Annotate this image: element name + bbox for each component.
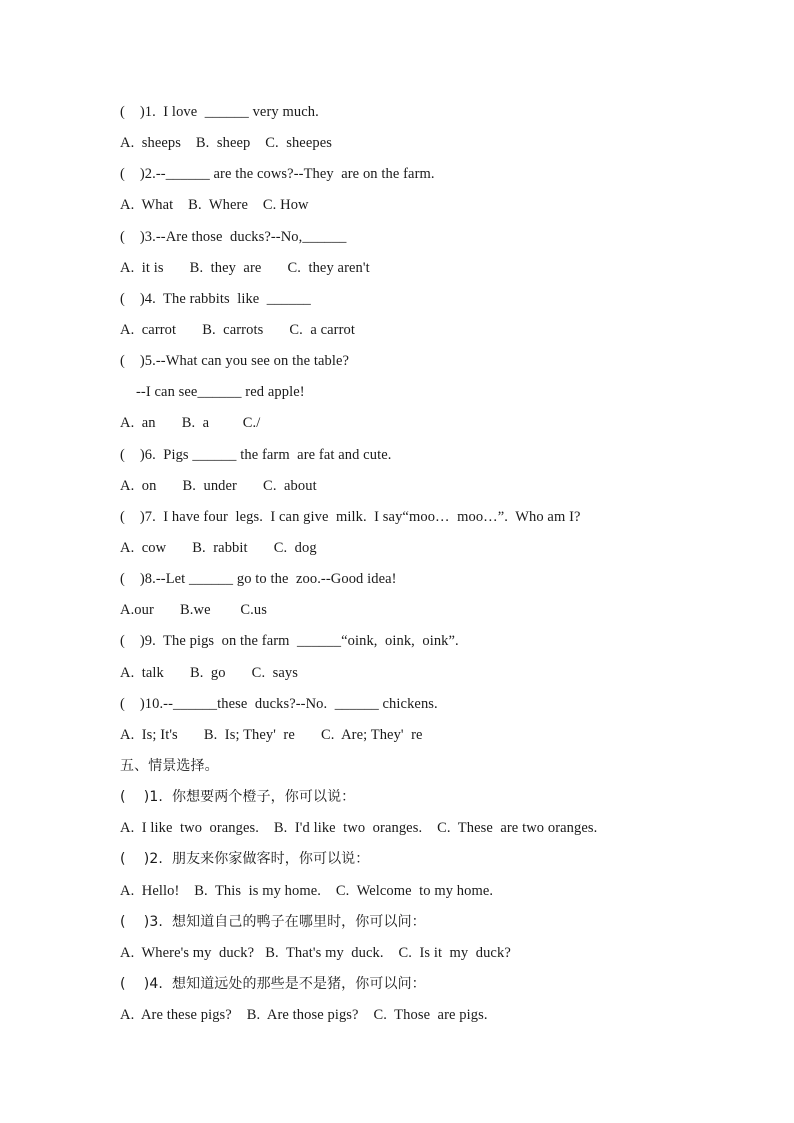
question-2: ( )2.--______ are the cows?--They are on the farm. (120, 166, 435, 183)
situation-question-2: ( )2. 朋友来你家做客时，你可以说： (120, 851, 370, 868)
worksheet-content (120, 100, 720, 1034)
question-1: ( )1. I love ______ very much. (120, 104, 319, 120)
question-7: ( )7. I have four legs. I can give milk. I say“moo… moo…”. Who am I? (120, 508, 581, 525)
options-4: A. carrot B. carrots C. a carrot (120, 321, 356, 338)
options-7: A. cow B. rabbit C. dog (120, 539, 317, 556)
section-5-title: 五、情景选择。 (120, 757, 219, 774)
question-8: ( )8.--Let ______ go to the zoo.--Good idea! (120, 571, 397, 588)
options-10: A. Is; It's B. Is; They' re C. Are; They' re (120, 726, 423, 743)
question-10: ( )10.--______these ducks?--No. ______ chickens. (120, 695, 438, 712)
options-9: A. talk B. go C. says (120, 664, 299, 681)
question-9: ( )9. The pigs on the farm ______“oink, oink, oink”. (120, 633, 459, 650)
situation-question-4: ( )4. 想知道远处的那些是不是猪，你可以问： (120, 975, 426, 992)
options-1: A. sheeps B. sheep C. sheepes (120, 135, 333, 152)
situation-question-1: ( )1. 你想要两个橙子，你可以说： (120, 789, 356, 806)
options-8: A.our B.we C.us (120, 602, 267, 619)
question-5-answer-line: --I can see______ red apple! (136, 384, 305, 401)
options-3: A. it is B. they are C. they aren't (120, 259, 370, 276)
question-3: ( )3.--Are those ducks?--No,______ (120, 228, 347, 245)
situation-options-4: A. Are these pigs? B. Are those pigs? C. Those are pigs. (120, 1007, 488, 1024)
situation-options-2: A. Hello! B. This is my home. C. Welcome to my home. (120, 882, 494, 899)
options-6: A. on B. under C. about (120, 477, 317, 494)
situation-options-3: A. Where's my duck? B. That's my duck. C. Is it my duck? (120, 944, 511, 961)
question-6: ( )6. Pigs ______ the farm are fat and cute. (120, 446, 392, 463)
situation-question-3: ( )3. 想知道自己的鸭子在哪里时，你可以问： (120, 913, 426, 930)
question-4: ( )4. The rabbits like ______ (120, 290, 311, 307)
options-5: A. an B. a C./ (120, 415, 261, 432)
question-5: ( )5.--What can you see on the table? (120, 353, 350, 370)
options-2: A. What B. Where C. How (120, 197, 309, 214)
situation-options-1: A. I like two oranges. B. I'd like two oranges. C. These are two oranges. (120, 820, 598, 837)
